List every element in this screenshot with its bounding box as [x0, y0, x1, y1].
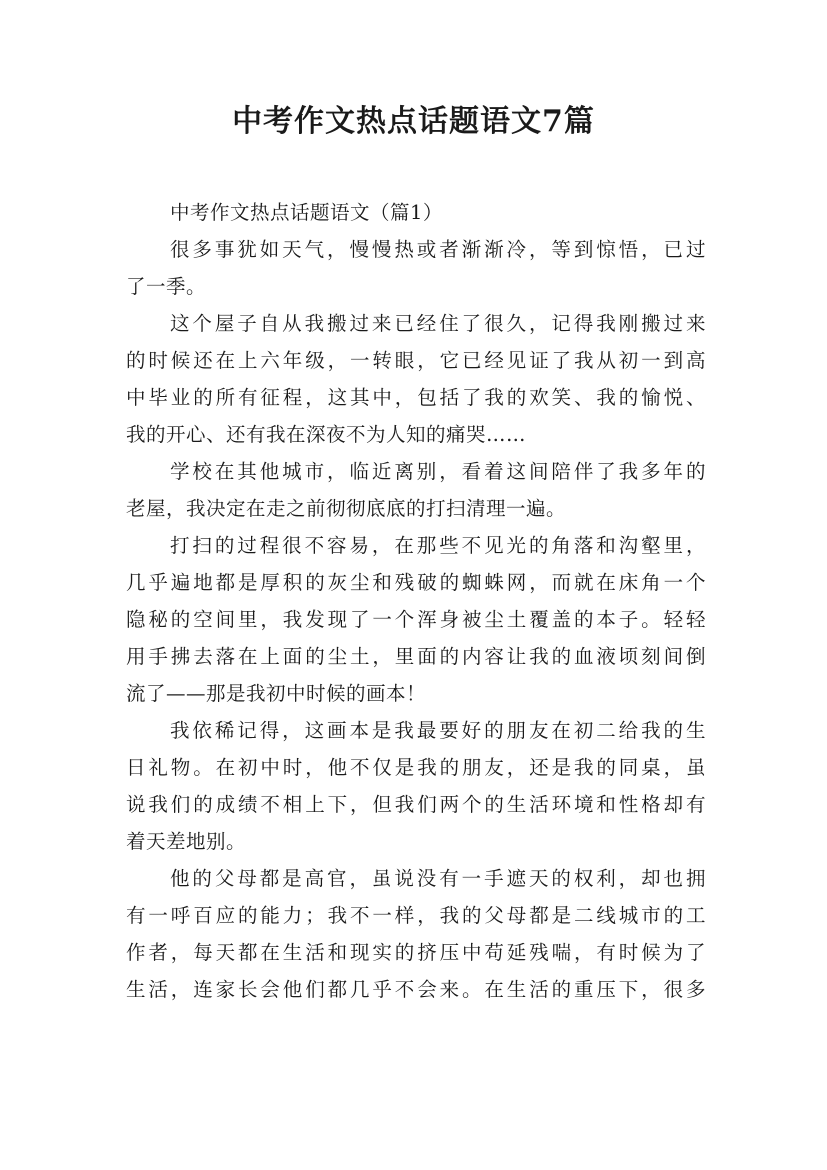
document-title: 中考作文热点话题语文7篇	[232, 104, 595, 139]
text-line: 我依稀记得，这画本是我最要好的朋友在初二给我的生	[170, 719, 706, 742]
text-line: 这个屋子自从我搬过来已经住了很久，记得我刚搬过来	[170, 312, 706, 335]
text-line: 隐秘的空间里，我发现了一个浑身被尘土覆盖的本子。轻轻	[126, 608, 706, 631]
text-line: 打扫的过程很不容易，在那些不见光的角落和沟壑里，	[170, 534, 706, 557]
text-line: 中毕业的所有征程，这其中，包括了我的欢笑、我的愉悦、	[126, 386, 706, 409]
text-line: 他的父母都是高官，虽说没有一手遮天的权利，却也拥	[170, 867, 706, 890]
text-line: 有一呼百应的能力；我不一样，我的父母都是二线城市的工	[126, 904, 706, 927]
text-line: 日礼物。在初中时，他不仅是我的朋友，还是我的同桌，虽	[126, 756, 706, 779]
text-line: 作者，每天都在生活和现实的挤压中苟延残喘，有时候为了	[126, 941, 706, 964]
text-line: 了一季。	[126, 275, 207, 298]
section-heading: 中考作文热点话题语文（篇1）	[170, 201, 443, 224]
text-line: 着天差地别。	[126, 830, 247, 853]
text-line: 生活，连家长会他们都几乎不会来。在生活的重压下，很多	[126, 978, 706, 1001]
text-line: 我的开心、还有我在深夜不为人知的痛哭……	[126, 423, 527, 446]
text-line: 用手拂去落在上面的尘土，里面的内容让我的血液顷刻间倒	[126, 645, 706, 668]
text-line: 流了——那是我初中时候的画本！	[126, 682, 427, 705]
text-line: 很多事犹如天气，慢慢热或者渐渐冷，等到惊悟，已过	[170, 238, 706, 261]
text-line: 老屋，我决定在走之前彻彻底底的打扫清理一遍。	[126, 497, 567, 520]
text-line: 几乎遍地都是厚积的灰尘和残破的蜘蛛网，而就在床角一个	[126, 571, 706, 594]
text-line: 说我们的成绩不相上下，但我们两个的生活环境和性格却有	[126, 793, 706, 816]
text-line: 学校在其他城市，临近离别，看着这间陪伴了我多年的	[170, 460, 706, 483]
document-body	[126, 194, 706, 1008]
text-line: 的时候还在上六年级，一转眼，它已经见证了我从初一到高	[126, 349, 706, 372]
